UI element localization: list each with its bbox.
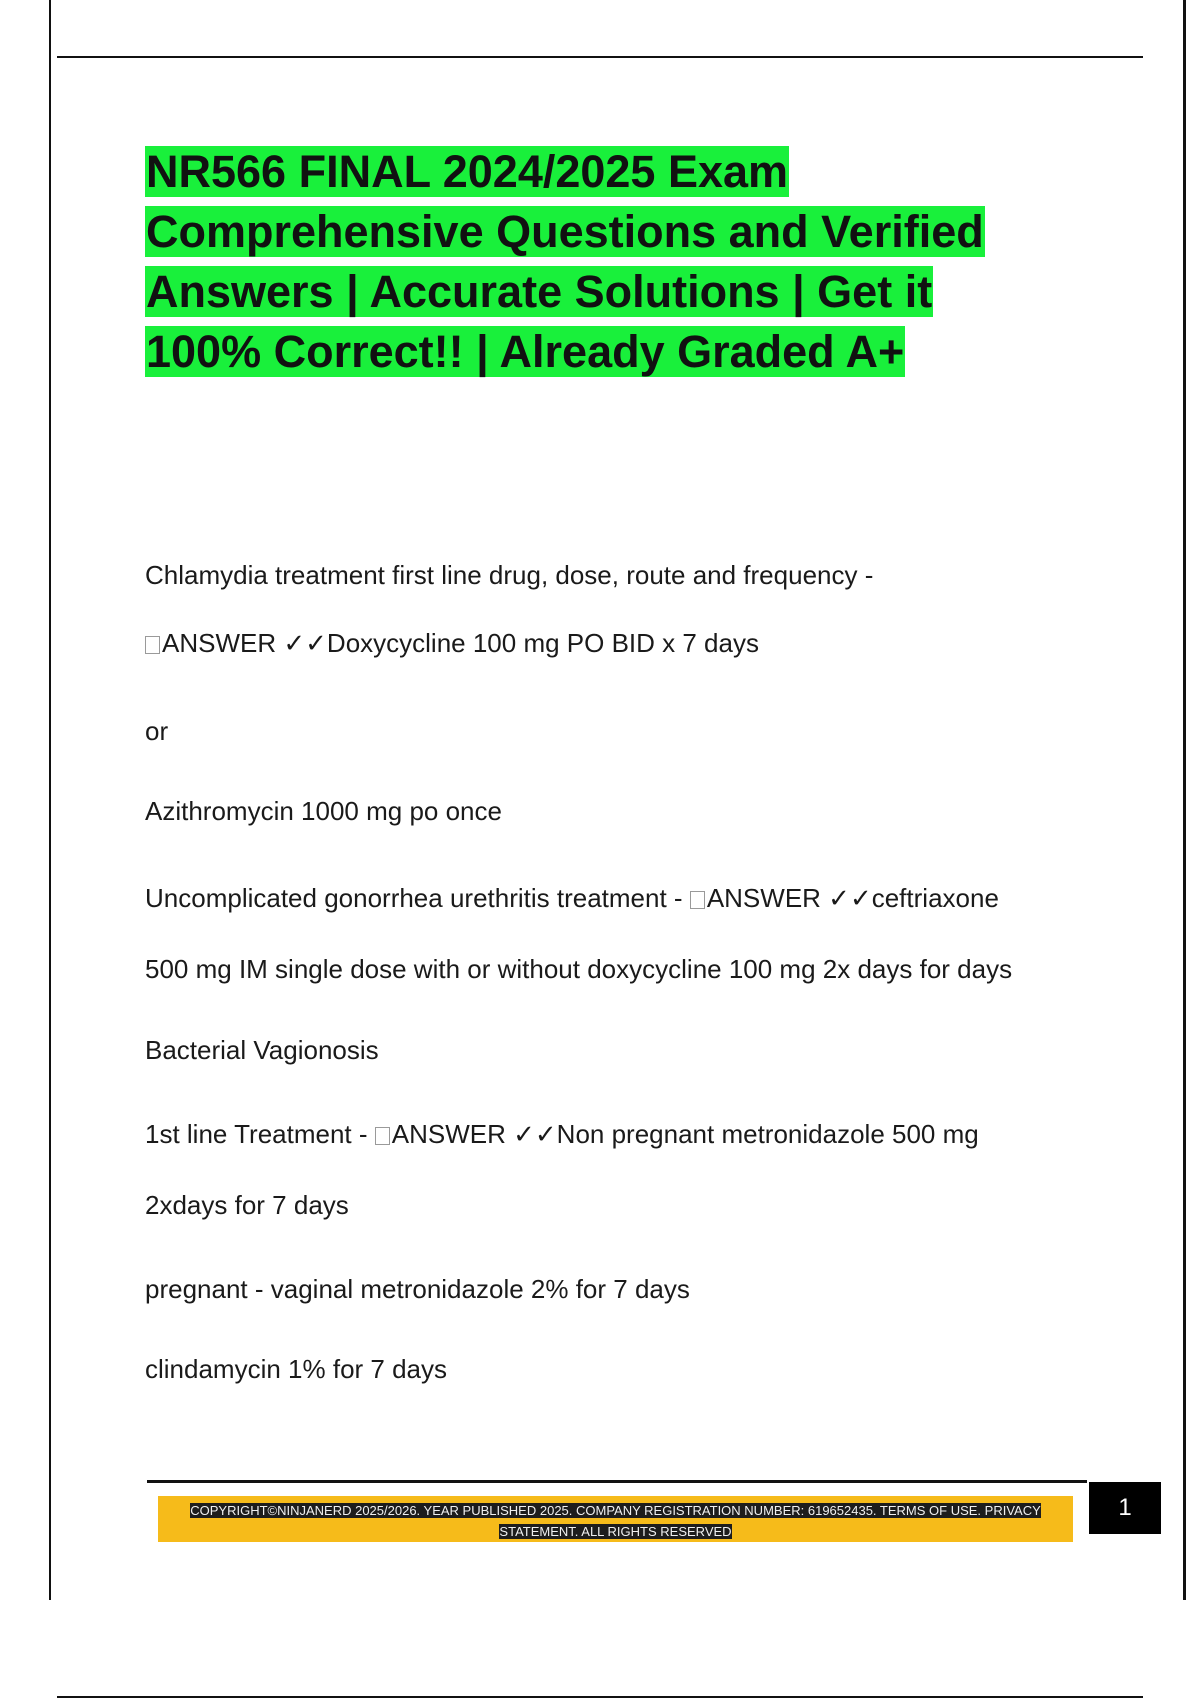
heading-bacterial-vaginosis: Bacterial Vagionosis [145, 1035, 379, 1065]
page-border-right [1183, 0, 1186, 1600]
missing-glyph-icon [375, 1127, 390, 1145]
answer-azithromycin: Azithromycin 1000 mg po once [145, 796, 502, 826]
answer-chlamydia: ANSWER ✓✓Doxycycline 100 mg PO BID x 7 days [145, 627, 759, 659]
footer-divider [147, 1480, 1087, 1483]
page-number: 1 [1089, 1482, 1161, 1534]
missing-glyph-icon [690, 891, 705, 909]
footer-copyright: COPYRIGHT©NINJANERD 2025/2026. YEAR PUBLISHED 2025. COMPANY REGISTRATION NUMBER: 619652435. TERMS OF USE. PRIVACY STATEMENT. ALL RIGHTS RESERVED [190, 1503, 1041, 1539]
answer-bv-pregnant: pregnant - vaginal metronidazole 2% for 7 days [145, 1274, 690, 1304]
page-border-left [49, 0, 51, 1600]
answer-gonorrhea: 500 mg IM single dose with or without doxycycline 100 mg 2x days for days [145, 954, 1013, 984]
question-bv-treatment: 1st line Treatment - ANSWER ✓✓Non pregnant metronidazole 500 mg [145, 1119, 979, 1149]
next-page-divider [57, 1696, 1143, 1698]
question-gonorrhea: Uncomplicated gonorrhea urethritis treatment - ANSWER ✓✓ceftriaxone [145, 883, 999, 913]
title-line: Comprehensive Questions and Verified [146, 206, 984, 257]
title-line: 100% Correct!! | Already Graded A+ [146, 326, 905, 377]
missing-glyph-icon [145, 636, 160, 654]
title-line: NR566 FINAL 2024/2025 Exam [146, 146, 789, 197]
answer-or: or [145, 716, 169, 746]
title-line: Answers | Accurate Solutions | Get it [146, 266, 933, 317]
answer-bv-clindamycin: clindamycin 1% for 7 days [145, 1354, 448, 1384]
header-divider [57, 56, 1143, 58]
question-chlamydia: Chlamydia treatment first line drug, dose, route and frequency - [145, 560, 874, 590]
document-title [145, 142, 1105, 382]
answer-bv-duration: 2xdays for 7 days [145, 1190, 349, 1220]
